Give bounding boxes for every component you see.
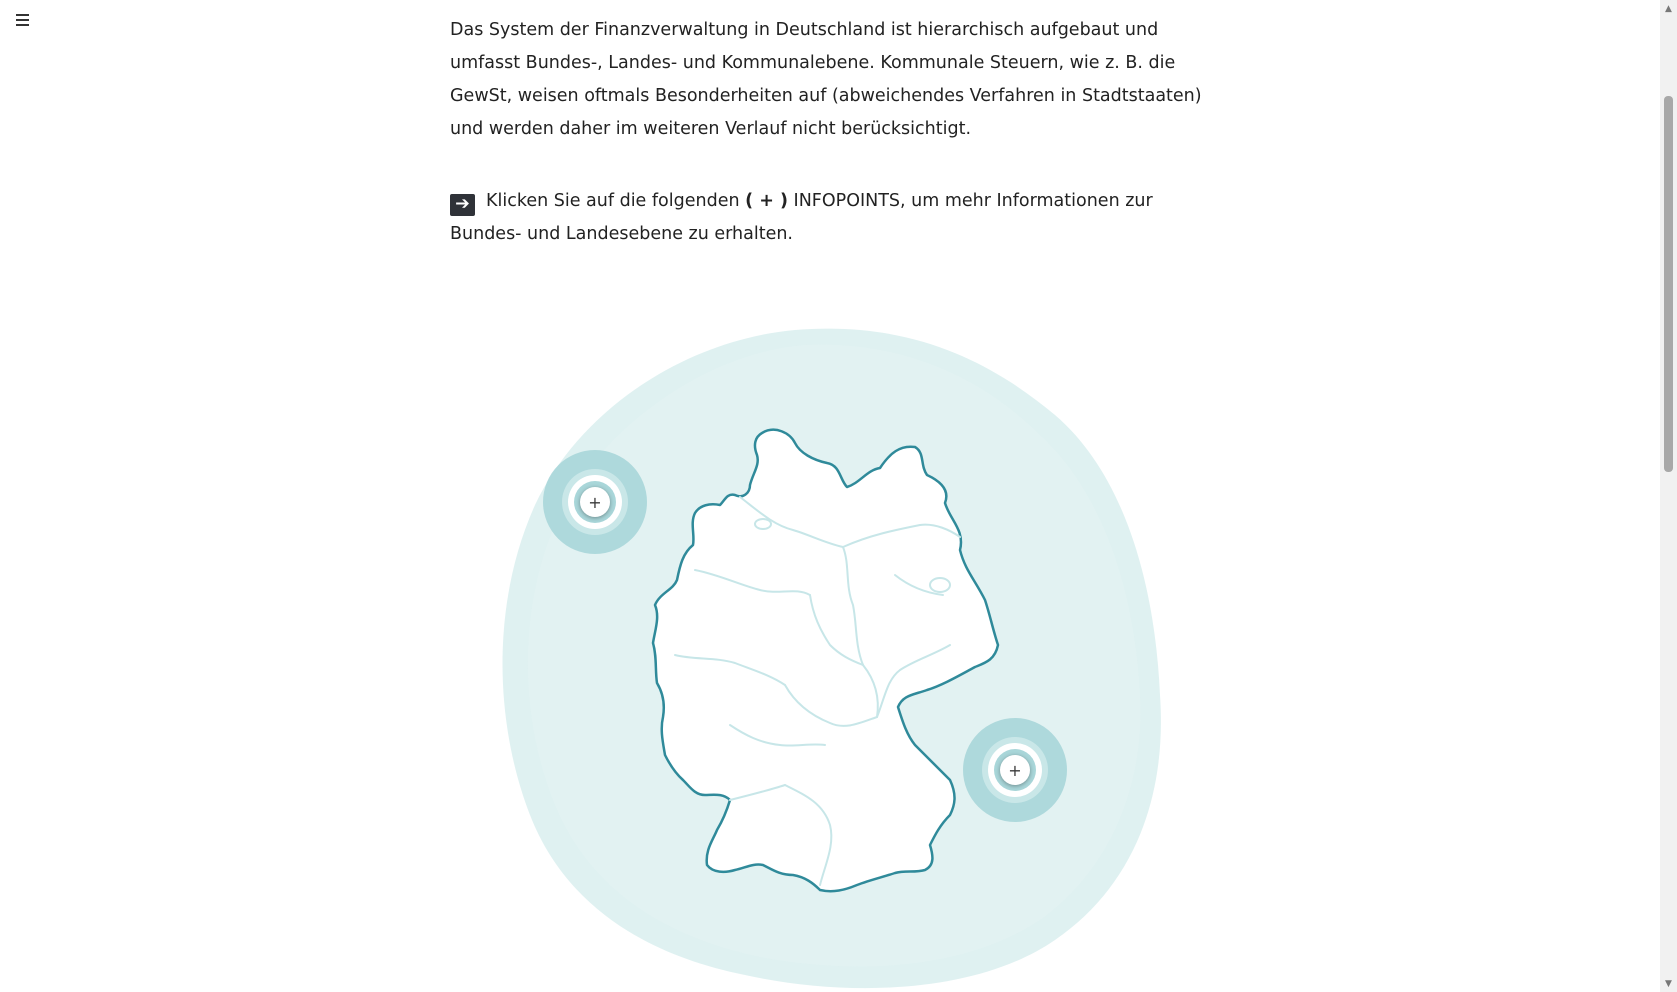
scroll-down-arrow-icon[interactable]: ▼ — [1665, 978, 1672, 989]
vertical-scrollbar[interactable] — [1660, 0, 1677, 992]
germany-map — [495, 325, 1165, 992]
main-content — [450, 14, 1205, 251]
hint-prefix: Klicken Sie auf die folgenden — [486, 191, 746, 211]
hint-suffix: INFOPOINTS, um mehr Informationen zur Bundes- und Landesebene zu erhalten. — [450, 191, 1153, 244]
infopoint-button-bund[interactable]: + — [580, 487, 610, 517]
hint-paragraph — [450, 185, 1205, 251]
scroll-up-arrow-icon[interactable]: ▲ — [1665, 3, 1672, 14]
hint-infopoint-symbol: ( + ) — [745, 191, 788, 211]
arrow-right-icon: ➔ — [450, 194, 475, 216]
hamburger-menu-icon[interactable] — [16, 12, 32, 28]
intro-paragraph: Das System der Finanzverwaltung in Deutschland ist hierarchisch aufgebaut und umfasst Bundes-, Landes- und Kommunalebene. Kommunale Steuern, wie z. B. die GewSt, weisen oftmals Besonderheiten auf (abweichendes Verfahren in Stadtstaaten) und werden daher im weiteren Verlauf nicht berücksichtigt. — [450, 20, 1202, 139]
infopoint-button-laender[interactable]: + — [1000, 755, 1030, 785]
scrollbar-thumb[interactable] — [1664, 96, 1673, 472]
